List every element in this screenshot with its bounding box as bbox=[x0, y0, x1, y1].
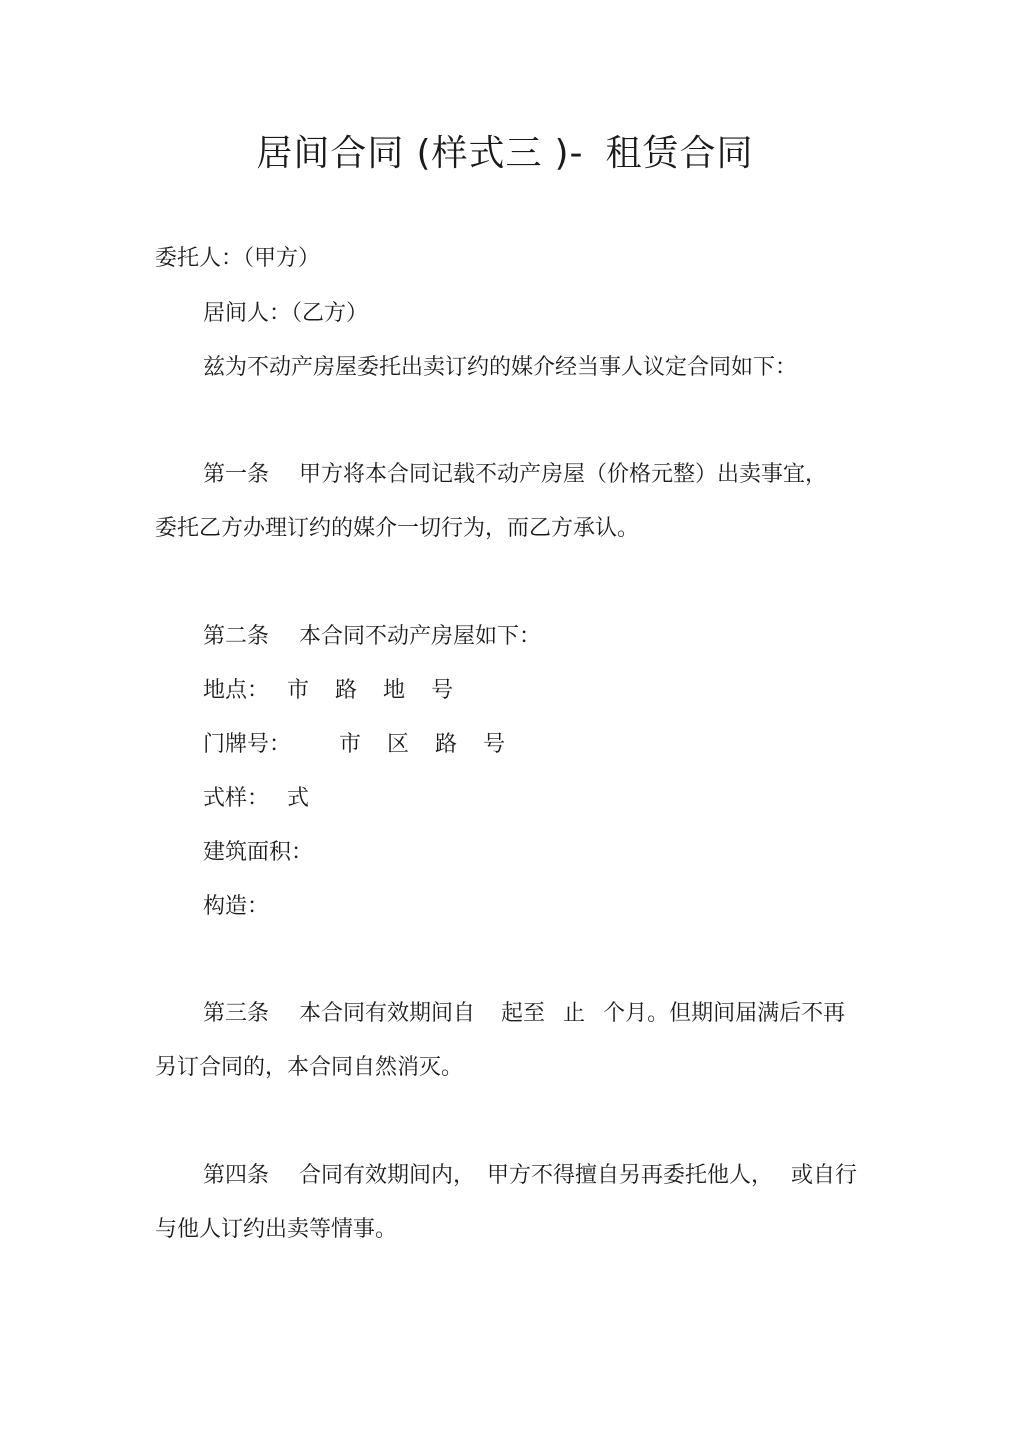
doorplate-part: 号 bbox=[483, 732, 506, 757]
style-value: 式 bbox=[287, 786, 310, 811]
article-1-line-1 bbox=[203, 459, 827, 491]
doorplate-label: 门牌号： bbox=[203, 732, 292, 757]
principal-line: 委托人：（甲方） bbox=[155, 246, 321, 271]
article-4-part: 合同有效期间内， bbox=[299, 1163, 476, 1188]
article-1-label: 第一条 bbox=[203, 462, 270, 487]
style-label: 式样： bbox=[203, 786, 270, 811]
document-title bbox=[0, 128, 1010, 180]
article-3-part: 本合同有效期间自 bbox=[299, 1001, 476, 1026]
article-4-part: 或自行 bbox=[791, 1163, 858, 1188]
doorplate-part: 市 bbox=[339, 732, 362, 757]
article-4-label: 第四条 bbox=[203, 1163, 270, 1188]
article-1-text: 甲方将本合同记载不动产房屋（价格元整）出卖事宜， bbox=[299, 462, 828, 487]
doorplate-part: 区 bbox=[387, 732, 410, 757]
article-3-part: 起至 bbox=[501, 1001, 546, 1026]
title-part: 居间合同 bbox=[256, 133, 405, 174]
location-part: 路 bbox=[335, 678, 358, 703]
structure-line: 构造： bbox=[203, 894, 270, 919]
article-2-line-1 bbox=[203, 621, 541, 653]
article-4-line-1 bbox=[203, 1160, 857, 1192]
article-2-text: 本合同不动产房屋如下： bbox=[299, 624, 542, 649]
preamble: 兹为不动产房屋委托出卖订约的媒介经当事人议定合同如下： bbox=[203, 355, 798, 380]
article-3-line-2: 另订合同的，本合同自然消灭。 bbox=[155, 1055, 464, 1080]
article-3-part: 个月。但期间届满后不再 bbox=[603, 1001, 846, 1026]
article-3-line-1 bbox=[203, 998, 845, 1030]
article-2-label: 第二条 bbox=[203, 624, 270, 649]
article-1-line-2: 委托乙方办理订约的媒介一切行为，而乙方承认。 bbox=[155, 516, 640, 541]
article-3-label: 第三条 bbox=[203, 1001, 270, 1026]
location-part: 地 bbox=[383, 678, 406, 703]
title-part: ( bbox=[416, 133, 432, 174]
area-line: 建筑面积： bbox=[203, 840, 314, 865]
location-part: 号 bbox=[431, 678, 454, 703]
style-line bbox=[203, 783, 309, 815]
location-part: 市 bbox=[287, 678, 310, 703]
intermediary-line: 居间人：（乙方） bbox=[203, 301, 369, 326]
title-part: )- bbox=[554, 133, 584, 174]
article-4-part: 甲方不得擅自另再委托他人， bbox=[487, 1163, 774, 1188]
title-part: 样式三 bbox=[431, 133, 543, 174]
location-line bbox=[203, 675, 453, 707]
location-label: 地点： bbox=[203, 678, 270, 703]
doorplate-line bbox=[203, 729, 505, 761]
article-3-part: 止 bbox=[563, 1001, 586, 1026]
article-4-line-2: 与他人订约出卖等情事。 bbox=[155, 1217, 398, 1242]
doorplate-part: 路 bbox=[435, 732, 458, 757]
title-part: 租赁合同 bbox=[605, 133, 754, 174]
